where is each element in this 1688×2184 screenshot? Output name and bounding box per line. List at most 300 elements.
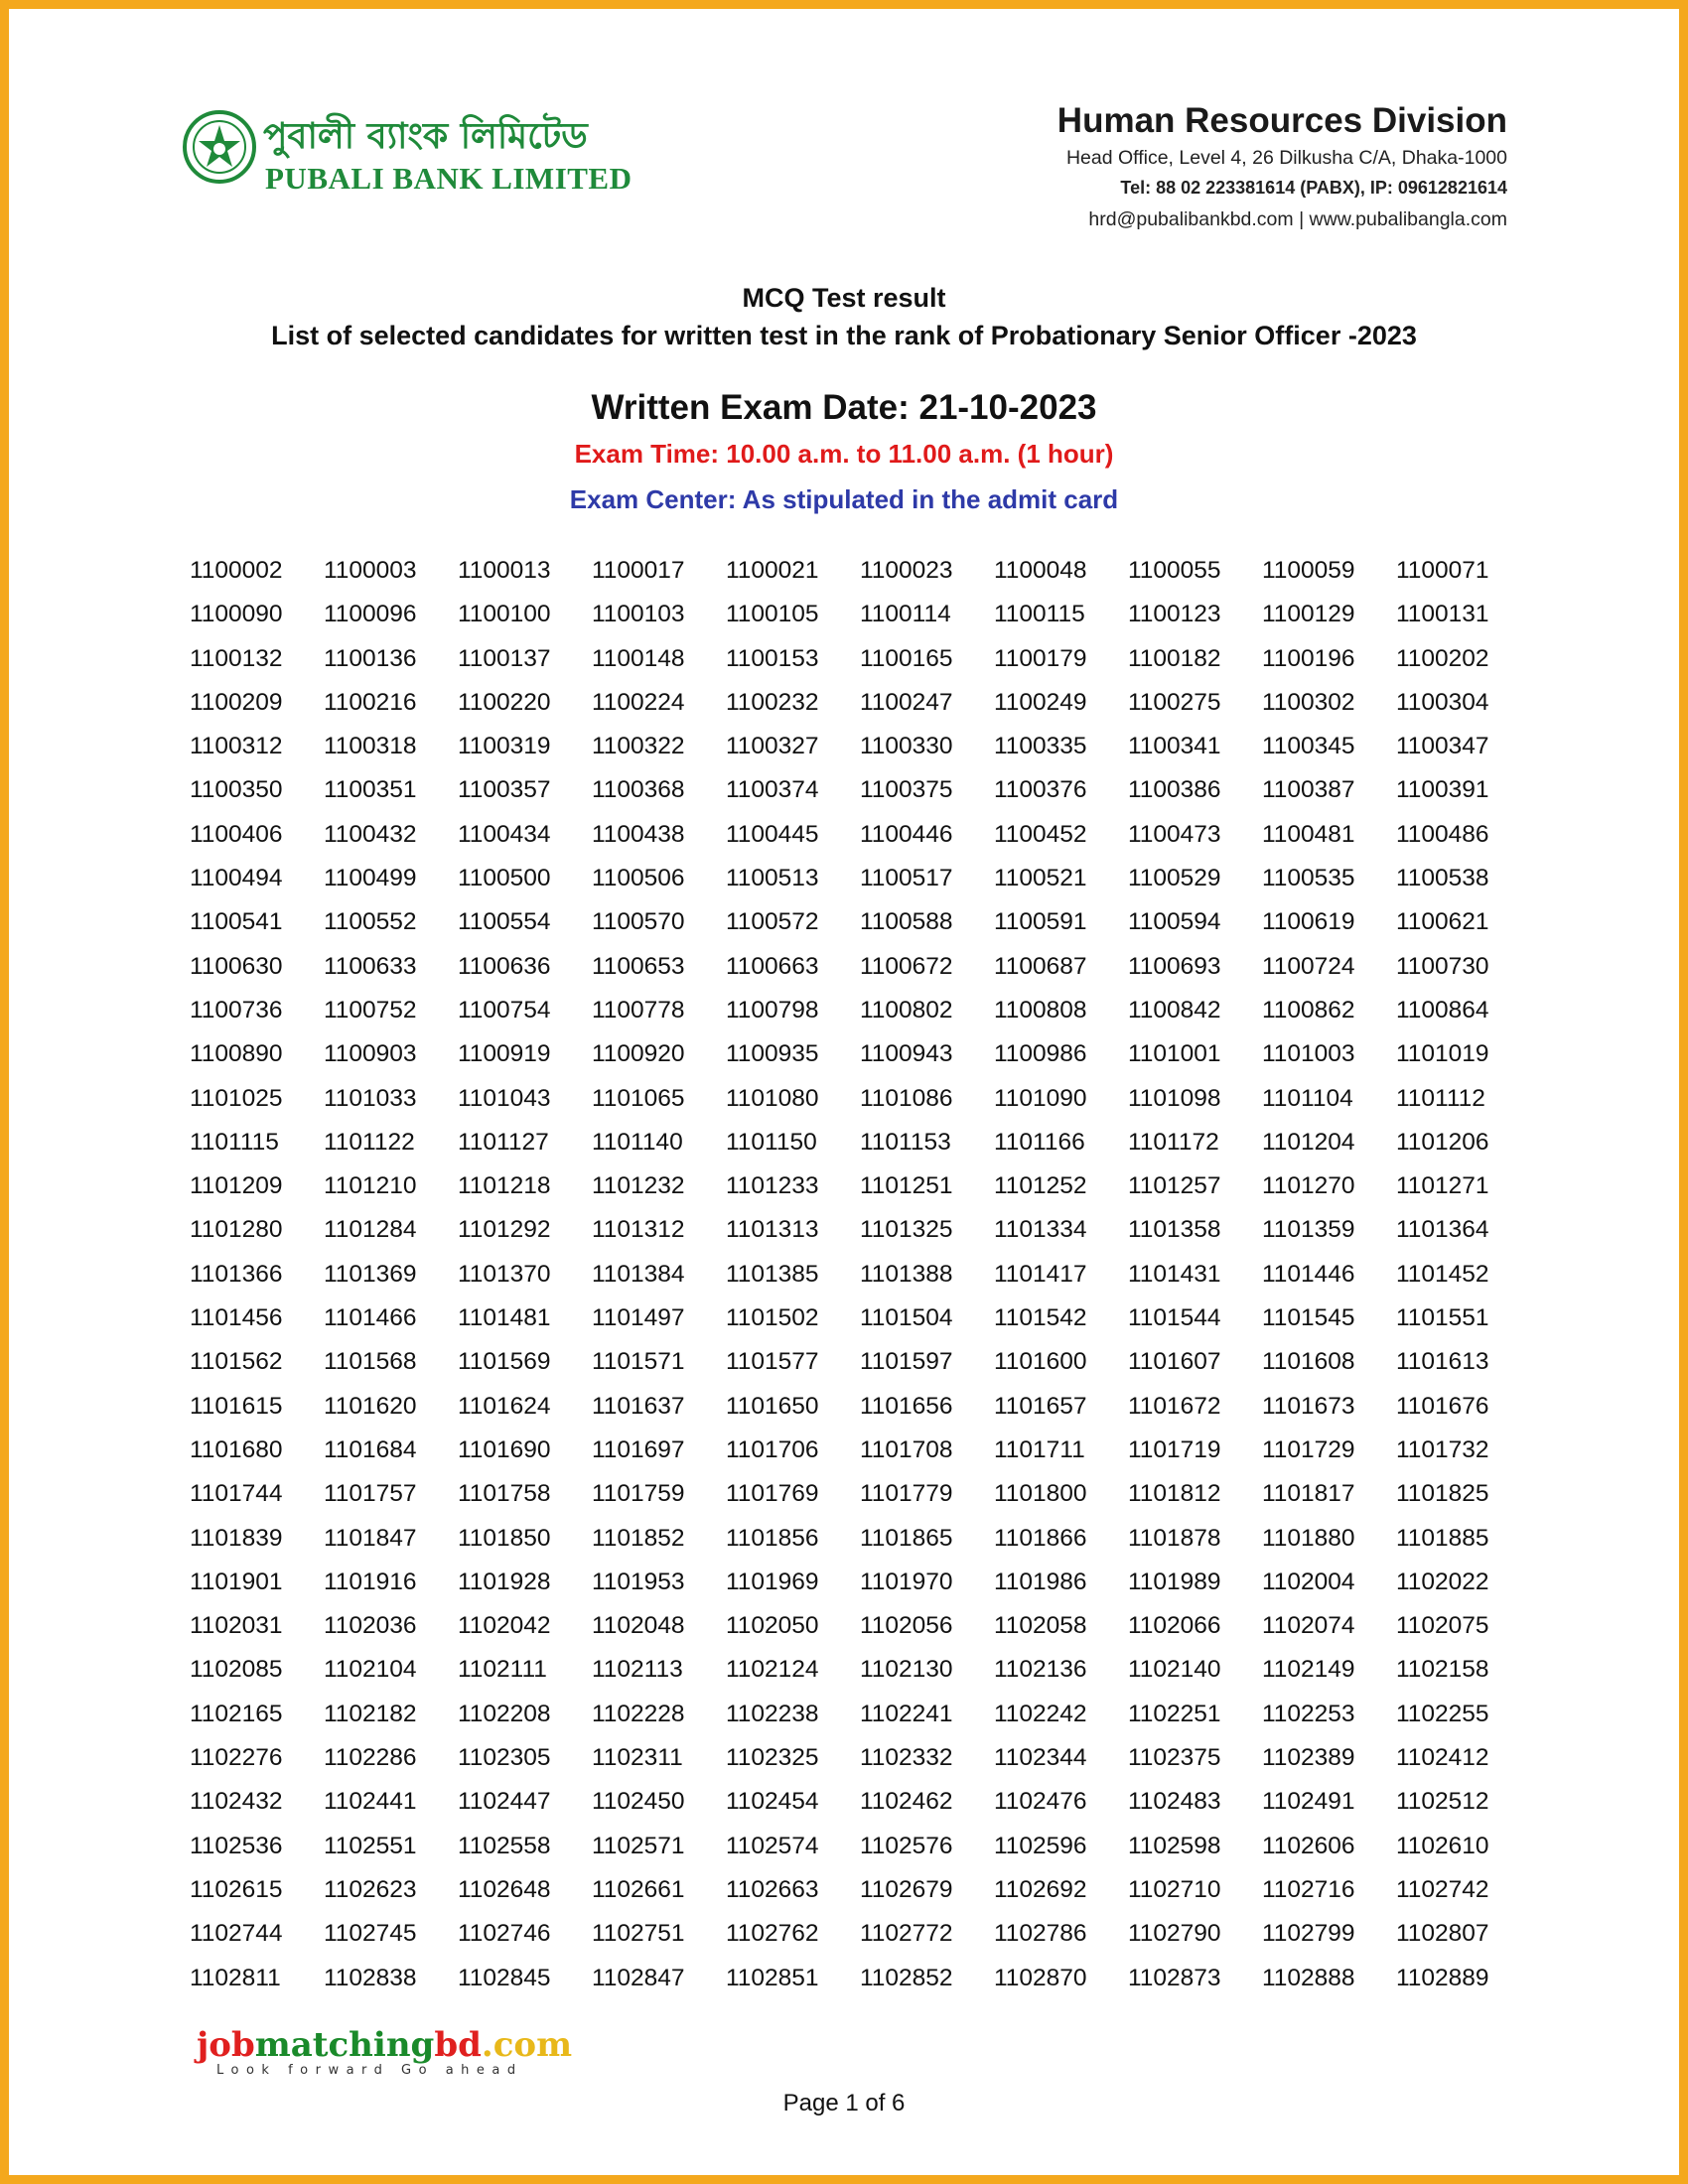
roll-number: 1101115: [190, 1128, 279, 1156]
roll-number: 1101928: [458, 1568, 551, 1595]
roll-number: 1101825: [1396, 1480, 1489, 1508]
roll-number: 1101127: [458, 1128, 549, 1156]
roll-number: 1102066: [1128, 1612, 1221, 1640]
roll-number: 1102074: [1262, 1612, 1355, 1640]
roll-number: 1100386: [1128, 776, 1221, 804]
roll-number: 1102623: [324, 1875, 417, 1903]
watermark-logo: [197, 2025, 614, 2085]
roll-number: 1101542: [994, 1304, 1087, 1332]
roll-number: 1102042: [458, 1612, 551, 1640]
roll-number: 1102056: [860, 1612, 953, 1640]
roll-number: 1100862: [1262, 996, 1355, 1024]
roll-number: 1100059: [1262, 557, 1355, 584]
roll-number: 1102332: [860, 1744, 953, 1772]
roll-number: 1101003: [1262, 1040, 1355, 1068]
roll-number: 1101497: [592, 1304, 685, 1332]
roll-number: 1101388: [860, 1260, 953, 1288]
roll-number: 1100724: [1262, 952, 1355, 980]
roll-number: 1101384: [592, 1260, 685, 1288]
roll-number: 1102888: [1262, 1964, 1355, 1991]
roll-number: 1101370: [458, 1260, 551, 1288]
roll-number: 1101970: [860, 1568, 953, 1595]
roll-number: 1100754: [458, 996, 551, 1024]
roll-number: 1101209: [190, 1172, 283, 1200]
roll-number: 1102746: [458, 1920, 551, 1948]
roll-number: 1101150: [726, 1128, 817, 1156]
roll-number: 1102598: [1128, 1832, 1221, 1859]
roll-number: 1102325: [726, 1744, 819, 1772]
roll-number: 1102158: [1396, 1656, 1489, 1684]
roll-number: 1102807: [1396, 1920, 1489, 1948]
roll-number: 1101098: [1128, 1084, 1221, 1112]
roll-number: 1102462: [860, 1788, 953, 1816]
roll-number: 1102786: [994, 1920, 1087, 1948]
roll-number: 1100023: [860, 557, 953, 584]
roll-number: 1100351: [324, 776, 417, 804]
roll-number: 1100446: [860, 820, 953, 848]
roll-number: 1100778: [592, 996, 685, 1024]
roll-number: 1102512: [1396, 1788, 1489, 1816]
roll-number: 1100538: [1396, 865, 1489, 892]
roll-number: 1100350: [190, 776, 283, 804]
roll-number: 1102576: [860, 1832, 953, 1859]
roll-number: 1100445: [726, 820, 819, 848]
roll-number: 1101481: [458, 1304, 551, 1332]
roll-number: 1100318: [324, 733, 417, 760]
roll-number: 1102847: [592, 1964, 685, 1991]
roll-number: 1100148: [592, 644, 685, 672]
roll-number: 1100100: [458, 601, 551, 628]
roll-number: 1100406: [190, 820, 283, 848]
roll-number: 1102716: [1262, 1875, 1355, 1903]
roll-number: 1102447: [458, 1788, 551, 1816]
roll-number: 1100636: [458, 952, 551, 980]
roll-number: 1101607: [1128, 1348, 1221, 1376]
roll-number: 1102238: [726, 1700, 819, 1727]
roll-number: 1100013: [458, 557, 551, 584]
roll-number: 1100224: [592, 688, 685, 716]
roll-number: 1102036: [324, 1612, 417, 1640]
roll-number: 1100003: [324, 557, 417, 584]
roll-number: 1100137: [458, 644, 551, 672]
roll-number: 1100202: [1396, 644, 1489, 672]
roll-number: 1100090: [190, 601, 283, 628]
roll-number: 1102389: [1262, 1744, 1355, 1772]
roll-number: 1101431: [1128, 1260, 1221, 1288]
roll-number: 1102311: [592, 1744, 683, 1772]
roll-number: 1101452: [1396, 1260, 1489, 1288]
roll-number: 1100129: [1262, 601, 1355, 628]
exam-date: Written Exam Date: 21-10-2023: [591, 388, 1097, 427]
roll-number: 1102663: [726, 1875, 819, 1903]
bank-emblem-icon: [182, 109, 257, 185]
roll-number: 1100302: [1262, 688, 1355, 716]
roll-number: 1100055: [1128, 557, 1221, 584]
roll-number: 1102048: [592, 1612, 685, 1640]
roll-number: 1102412: [1396, 1744, 1489, 1772]
roll-number: 1102852: [860, 1964, 953, 1991]
roll-number: 1100864: [1396, 996, 1489, 1024]
roll-number: 1101280: [190, 1216, 283, 1244]
office-address: Head Office, Level 4, 26 Dilkusha C/A, Dhaka-1000: [1065, 147, 1507, 169]
roll-number: 1100196: [1262, 644, 1355, 672]
roll-number: 1101672: [1128, 1392, 1221, 1420]
roll-number: 1102811: [190, 1964, 281, 1991]
roll-number: 1100136: [324, 644, 417, 672]
roll-number: 1101551: [1396, 1304, 1489, 1332]
roll-number: 1101270: [1262, 1172, 1355, 1200]
roll-number: 1101218: [458, 1172, 551, 1200]
roll-number: 1101608: [1262, 1348, 1355, 1376]
roll-number: 1102085: [190, 1656, 283, 1684]
roll-number: 1100220: [458, 688, 551, 716]
roll-number: 1102136: [994, 1656, 1087, 1684]
roll-number: 1100216: [324, 688, 417, 716]
roll-number: 1101719: [1128, 1435, 1221, 1463]
roll-number: 1101210: [324, 1172, 417, 1200]
roll-number: 1101759: [592, 1480, 685, 1508]
roll-number: 1100630: [190, 952, 283, 980]
roll-number: 1100570: [592, 908, 685, 936]
roll-number: 1102710: [1128, 1875, 1221, 1903]
roll-number: 1100842: [1128, 996, 1221, 1024]
roll-number: 1100920: [592, 1040, 685, 1068]
roll-number: 1101577: [726, 1348, 819, 1376]
roll-number: 1102375: [1128, 1744, 1221, 1772]
roll-number: 1102648: [458, 1875, 551, 1903]
roll-number: 1102615: [190, 1875, 283, 1903]
roll-number: 1101033: [324, 1084, 417, 1112]
roll-number: 1100798: [726, 996, 819, 1024]
roll-number: 1100633: [324, 952, 417, 980]
roll-number: 1102476: [994, 1788, 1087, 1816]
roll-number: 1101880: [1262, 1524, 1355, 1552]
roll-number: 1102113: [592, 1656, 683, 1684]
roll-number: 1101758: [458, 1480, 551, 1508]
roll-number: 1102845: [458, 1964, 551, 1991]
roll-number: 1100529: [1128, 865, 1221, 892]
roll-number: 1101271: [1396, 1172, 1489, 1200]
roll-number: 1102574: [726, 1832, 819, 1859]
roll-number: 1101417: [994, 1260, 1087, 1288]
roll-number: 1100002: [190, 557, 283, 584]
roll-number: 1100572: [726, 908, 819, 936]
roll-number: 1102870: [994, 1964, 1087, 1991]
roll-number: 1102441: [324, 1788, 417, 1816]
roll-number: 1100115: [994, 601, 1085, 628]
roll-number: 1102075: [1396, 1612, 1489, 1640]
roll-number: 1101369: [324, 1260, 417, 1288]
roll-number: 1101656: [860, 1392, 953, 1420]
roll-number: 1101206: [1396, 1128, 1489, 1156]
roll-number: 1100541: [190, 908, 283, 936]
roll-number: 1100387: [1262, 776, 1355, 804]
roll-number: 1101562: [190, 1348, 283, 1376]
roll-number: 1102873: [1128, 1964, 1221, 1991]
roll-number: 1101732: [1396, 1435, 1489, 1463]
roll-number: 1100438: [592, 820, 685, 848]
roll-number: 1101885: [1396, 1524, 1489, 1552]
roll-number: 1102454: [726, 1788, 819, 1816]
roll-number: 1100486: [1396, 820, 1489, 848]
roll-number: 1102483: [1128, 1788, 1221, 1816]
roll-number: 1100890: [190, 1040, 283, 1068]
roll-number: 1100165: [860, 644, 953, 672]
roll-number: 1102762: [726, 1920, 819, 1948]
roll-number: 1100357: [458, 776, 551, 804]
roll-number: 1100521: [994, 865, 1087, 892]
roll-number: 1100330: [860, 733, 953, 760]
roll-number: 1100730: [1396, 952, 1489, 980]
roll-number: 1102305: [458, 1744, 551, 1772]
roll-number: 1102679: [860, 1875, 953, 1903]
roll-number: 1101989: [1128, 1568, 1221, 1595]
roll-number: 1101252: [994, 1172, 1087, 1200]
bank-name-english: PUBALI BANK LIMITED: [265, 161, 633, 196]
roll-number: 1102751: [592, 1920, 685, 1948]
roll-number: 1100594: [1128, 908, 1221, 936]
roll-number: 1102432: [190, 1788, 283, 1816]
roll-number: 1102208: [458, 1700, 551, 1727]
roll-number: 1101680: [190, 1435, 283, 1463]
roll-number: 1101757: [324, 1480, 417, 1508]
roll-number: 1100071: [1396, 557, 1489, 584]
roll-number: 1100249: [994, 688, 1087, 716]
roll-number: 1100919: [458, 1040, 551, 1068]
roll-number: 1101901: [190, 1568, 283, 1595]
roll-number: 1102851: [726, 1964, 819, 1991]
roll-number: 1101545: [1262, 1304, 1355, 1332]
roll-number: 1101251: [860, 1172, 953, 1200]
roll-number: 1100319: [458, 733, 551, 760]
roll-number: 1101986: [994, 1568, 1087, 1595]
roll-number: 1100693: [1128, 952, 1221, 980]
roll-number: 1101043: [458, 1084, 551, 1112]
roll-number: 1101019: [1396, 1040, 1489, 1068]
roll-number: 1102344: [994, 1744, 1087, 1772]
roll-number: 1101504: [860, 1304, 953, 1332]
letterhead-contact: [1057, 99, 1507, 236]
roll-number: 1100943: [860, 1040, 953, 1068]
roll-number: 1100903: [324, 1040, 417, 1068]
roll-number: 1100275: [1128, 688, 1221, 716]
division-title: Human Resources Division: [1056, 101, 1507, 140]
roll-number: 1101385: [726, 1260, 819, 1288]
notice-heading: MCQ Test result: [742, 283, 946, 313]
roll-number: 1100048: [994, 557, 1087, 584]
roll-number: 1102744: [190, 1920, 283, 1948]
roll-number: 1100802: [860, 996, 953, 1024]
roll-number: 1102228: [592, 1700, 685, 1727]
roll-number: 1101866: [994, 1524, 1087, 1552]
roll-number: 1102536: [190, 1832, 283, 1859]
roll-number: 1102558: [458, 1832, 551, 1859]
roll-number: 1101650: [726, 1392, 819, 1420]
roll-number: 1101878: [1128, 1524, 1221, 1552]
roll-number: 1100376: [994, 776, 1087, 804]
roll-number: 1100153: [726, 644, 819, 672]
roll-number: 1102251: [1128, 1700, 1221, 1727]
page-number: Page 1 of 6: [782, 2090, 906, 2116]
roll-number: 1102889: [1396, 1964, 1489, 1991]
roll-number: 1101025: [190, 1084, 283, 1112]
roll-number: 1101624: [458, 1392, 551, 1420]
roll-number: 1100232: [726, 688, 819, 716]
roll-number: 1100517: [860, 865, 953, 892]
roll-number: 1102031: [190, 1612, 283, 1640]
roll-number: 1100432: [324, 820, 417, 848]
roll-number: 1101446: [1262, 1260, 1355, 1288]
roll-number: 1101847: [324, 1524, 417, 1552]
roll-number: 1101358: [1128, 1216, 1221, 1244]
roll-number: 1102790: [1128, 1920, 1221, 1948]
roll-number: 1100103: [592, 601, 685, 628]
roll-number: 1102124: [726, 1656, 819, 1684]
roll-number: 1102745: [324, 1920, 417, 1948]
roll-number: 1102606: [1262, 1832, 1355, 1859]
roll-number: 1102165: [190, 1700, 283, 1727]
roll-number: 1102610: [1396, 1832, 1489, 1859]
roll-number: 1101850: [458, 1524, 551, 1552]
bank-name-bangla: পুবালী ব্যাংক লিমিটেড: [263, 115, 588, 157]
roll-number: 1102596: [994, 1832, 1087, 1859]
roll-number: 1100619: [1262, 908, 1355, 936]
roll-number: 1101690: [458, 1435, 551, 1463]
roll-number: 1100434: [458, 820, 551, 848]
roll-number: 1100506: [592, 865, 685, 892]
roll-number: 1101817: [1262, 1480, 1355, 1508]
roll-number: 1101657: [994, 1392, 1087, 1420]
roll-number: 1102253: [1262, 1700, 1355, 1727]
roll-number: 1101104: [1262, 1084, 1353, 1112]
roll-number: 1100131: [1396, 601, 1489, 628]
roll-number: 1101233: [726, 1172, 819, 1200]
roll-number: 1100588: [860, 908, 953, 936]
roll-number: 1101600: [994, 1348, 1087, 1376]
roll-number: 1102838: [324, 1964, 417, 1991]
roll-number: 1102111: [458, 1656, 547, 1684]
roll-number: 1101366: [190, 1260, 283, 1288]
notice-subheading: List of selected candidates for written test in the rank of Probationary Senior Officer -2023: [271, 321, 1417, 350]
roll-number: 1100621: [1396, 908, 1489, 936]
roll-number: 1101800: [994, 1480, 1087, 1508]
roll-number: 1100327: [726, 733, 819, 760]
roll-number: 1101466: [324, 1304, 417, 1332]
roll-number: 1100304: [1396, 688, 1489, 716]
roll-number: 1100591: [994, 908, 1087, 936]
roll-number: 1101708: [860, 1435, 953, 1463]
roll-number: 1101676: [1396, 1392, 1489, 1420]
roll-number: 1101292: [458, 1216, 551, 1244]
roll-number: 1101312: [592, 1216, 685, 1244]
roll-number: 1101729: [1262, 1435, 1355, 1463]
roll-number: 1102058: [994, 1612, 1087, 1640]
roll-number: 1101865: [860, 1524, 953, 1552]
roll-number: 1102130: [860, 1656, 953, 1684]
roll-number: 1102491: [1262, 1788, 1355, 1816]
roll-number: 1102571: [592, 1832, 685, 1859]
roll-number-grid: [190, 556, 1510, 2007]
roll-number: 1101065: [592, 1084, 685, 1112]
roll-number: 1102255: [1396, 1700, 1489, 1727]
roll-number: 1100132: [190, 644, 283, 672]
roll-number: 1100552: [324, 908, 417, 936]
roll-number: 1101112: [1396, 1084, 1485, 1112]
roll-number: 1100341: [1128, 733, 1221, 760]
roll-number: 1100672: [860, 952, 953, 980]
roll-number: 1101001: [1128, 1040, 1221, 1068]
roll-number: 1101172: [1128, 1128, 1219, 1156]
roll-number: 1101597: [860, 1348, 953, 1376]
roll-number: 1100368: [592, 776, 685, 804]
roll-number: 1100345: [1262, 733, 1355, 760]
roll-number: 1101571: [592, 1348, 685, 1376]
roll-number: 1100209: [190, 688, 283, 716]
roll-number: 1101953: [592, 1568, 685, 1595]
roll-number: 1101856: [726, 1524, 819, 1552]
roll-number: 1101812: [1128, 1480, 1221, 1508]
roll-number: 1100554: [458, 908, 551, 936]
roll-number: 1101140: [592, 1128, 683, 1156]
roll-number: 1102242: [994, 1700, 1087, 1727]
watermark-text: jobmatchingbd.com: [197, 2025, 573, 2065]
roll-number: 1100247: [860, 688, 953, 716]
roll-number: 1100391: [1396, 776, 1489, 804]
roll-number: 1100736: [190, 996, 283, 1024]
roll-number: 1102004: [1262, 1568, 1355, 1595]
roll-number: 1100374: [726, 776, 819, 804]
roll-number: 1101613: [1396, 1348, 1489, 1376]
roll-number: 1102149: [1262, 1656, 1355, 1684]
roll-number: 1100535: [1262, 865, 1355, 892]
roll-number: 1101232: [592, 1172, 685, 1200]
roll-number: 1102551: [324, 1832, 417, 1859]
roll-number: 1102241: [860, 1700, 953, 1727]
roll-number: 1100021: [726, 557, 819, 584]
roll-number: 1101779: [860, 1480, 953, 1508]
roll-number: 1101166: [994, 1128, 1085, 1156]
roll-number: 1100452: [994, 820, 1087, 848]
roll-number: 1101364: [1396, 1216, 1489, 1244]
roll-number: 1100335: [994, 733, 1087, 760]
watermark-tagline: Look forward Go ahead: [216, 2063, 523, 2078]
roll-number: 1102661: [592, 1875, 685, 1903]
roll-number: 1100687: [994, 952, 1087, 980]
roll-number: 1102742: [1396, 1875, 1489, 1903]
roll-number: 1102286: [324, 1744, 417, 1772]
roll-number: 1102692: [994, 1875, 1087, 1903]
roll-number: 1101684: [324, 1435, 417, 1463]
roll-number: 1101257: [1128, 1172, 1221, 1200]
roll-number: 1101706: [726, 1435, 819, 1463]
roll-number: 1101839: [190, 1524, 283, 1552]
roll-number: 1100752: [324, 996, 417, 1024]
roll-number: 1100986: [994, 1040, 1087, 1068]
roll-number: 1101569: [458, 1348, 551, 1376]
roll-number: 1100481: [1262, 820, 1355, 848]
roll-number: 1100494: [190, 865, 283, 892]
roll-number: 1102772: [860, 1920, 953, 1948]
roll-number: 1101916: [324, 1568, 417, 1595]
roll-number: 1102276: [190, 1744, 283, 1772]
roll-number: 1102450: [592, 1788, 685, 1816]
roll-number: 1102182: [324, 1700, 417, 1727]
roll-number: 1100663: [726, 952, 819, 980]
roll-number: 1102050: [726, 1612, 819, 1640]
roll-number: 1101852: [592, 1524, 685, 1552]
roll-number: 1101284: [324, 1216, 417, 1244]
email-website: hrd@pubalibankbd.com | www.pubalibangla.com: [1088, 208, 1507, 230]
